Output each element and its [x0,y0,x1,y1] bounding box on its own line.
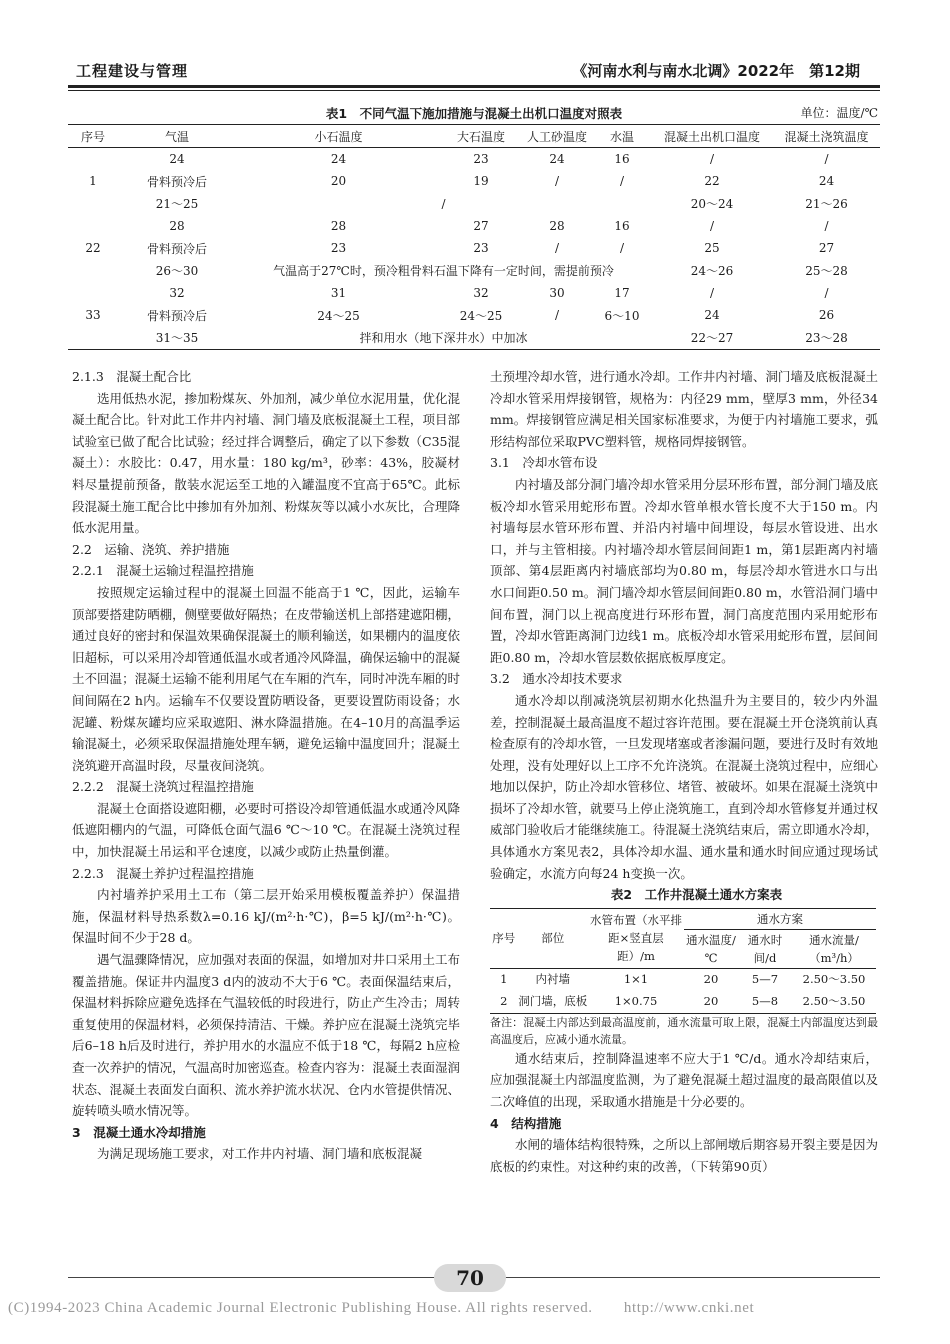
table-cell: 25～28 [805,264,848,279]
paragraph: 水闸的墙体结构很特殊，之所以上部闸墩后期容易开裂主要是因为底板的约束性。对这种约束的改善，（下转第90页） [490,1137,878,1174]
right-column [490,366,878,1177]
table-cell: / [554,174,560,189]
table-row [68,148,880,171]
table-cell: 27 [818,241,835,256]
table-cell: 32 [473,285,489,300]
table-cell: 24～25 [459,308,503,323]
table2 [490,908,876,1014]
table2-header-cell: 部位 [541,931,565,946]
table2-header-cell: 通水流量/（m³/h） [809,932,859,965]
section-heading-3-1: 3.1 冷却水管布设 [490,455,598,471]
section-heading-2-2: 2.2 运输、浇筑、养护措施 [72,541,230,557]
table-row [68,282,880,304]
table-cell: 24 [330,152,347,167]
table-cell: 28 [549,219,565,234]
paragraph: 通水冷却以削减浇筑层初期水化热温升为主要目的，较少内外温差，控制混凝土最高温度不超过容许范围。要在混凝土开仓浇筑前认真检查原有的冷却水管，一旦发现堵塞或者渗漏问题，要进行及时有效地处理，没有处理好以上工序不允许浇筑。在混凝土浇筑过程中，应细心地加以保护，防止冷却水管移位、堵管、被破坏。如果在混凝土浇筑中损坏了冷却水管，就要马上停止浇筑施工，直到冷却水管修复并通过权威部门验收后才能继续施工。待混凝土浇筑结束后，需立即通水冷却，具体通水方案见表2，具体冷却水温、通水量和通水时间应通过现场试验确定，水流方向每24 h变换一次。 [490,692,878,881]
table-row [68,170,880,192]
paragraph: 内衬墙及部分洞门墙冷却水管采用分层环形布置，部分洞门墙及底板冷却水管采用蛇形布置。冷却水管单根水管长度不大于150 m。内衬墙每层水管环形布置、并沿内衬墙中间埋设，每层水管设进、出水口，并与主管相接。内衬墙冷却水管层间间距1 m，第1层距离内衬墙顶部、第4层距离内衬墙底部均为0.80 m，每层冷却水管进水口与出水口间距0.50 m。洞门墙冷却水管层间间距0.80 m，水管沿洞门墙中间布置，洞门以上视高度进行环形布置，洞门高度范围内采用蛇形布置，冷却水管距离洞门边线1 m。底板冷却水管采用蛇形布置，层间间距0.80 m，冷却水管层数依据底板厚度定。 [490,476,878,665]
table-cell: / [709,152,715,167]
table-cell: 28 [169,219,185,234]
table-cell: 21～26 [805,197,848,212]
paragraph: 内衬墙养护采用土工布（第二层开始采用模板覆盖养护）保温措施，保温材料导热系数λ=0.16 kJ/(m²·h·℃)，β=5 kJ/(m²·h·℃)。保温时间不少于28 d。 [72,887,460,946]
table-cell: / [619,241,625,256]
table-cell: 23 [473,152,489,167]
table-cell: 21～25 [155,197,199,212]
copyright-footer: (C)1994-2023 China Academic Journal Electronic Publishing House. All rights reserved. http://www.cnki.net [8,1300,755,1316]
table-row [490,991,876,1014]
page-number: 70 [434,1264,506,1292]
paragraph: 选用低热水泥，掺加粉煤灰、外加剂，减少单位水泥用量，优化混凝土配合比。针对此工作井内衬墙、洞门墙及底板混凝土工程，项目部试验室已做了配合比试验；经过拌合调整后，确定了以下参数（C35混凝土）：水胶比：0.47，用水量：180 kg/m³，砂率：43%，胶凝材料尽量提前预备，散装水泥运至工地的入罐温度不宜高于65℃。此标段混凝土施工配合比中掺加有外加剂、粉煤灰等以减小水灰比，合理降低水泥用量。 [72,390,460,536]
table-cell: 26 [818,308,835,323]
table-cell: 2.50～3.50 [802,972,866,987]
table1-header-cell: 气温 [164,129,189,144]
table-cell: / [824,219,829,234]
table-cell-merged: 拌和用水（地下深井水）中加冰 [359,331,528,346]
table-cell: 23～28 [805,331,848,346]
table-cell: / [824,152,829,167]
table-cell: 32 [169,285,185,300]
paragraph: 混凝土仓面搭设遮阳棚，必要时可搭设冷却管通低温水或通冷风降低遮阳棚内的气温，可降低仓面气温6 ℃～10 ℃。在混凝土浇筑过程中，加快混凝土吊运和平仓速度，以减少或防止热量倒灌。 [72,800,460,860]
table2-header-cell: 通水方案 [684,908,876,929]
table-cell: 5—8 [751,994,779,1009]
paragraph: 按照规定运输过程中的混凝土回温不能高于1 ℃，因此，运输车顶部要搭建防晒棚，侧壁要做好隔热；在皮带输送机上部搭建遮阳棚，通过良好的密封和保温效果确保混凝土的顺利输送，如果棚内的温度依旧超标，可以采用冷却管通低温水或者通冷风降温，确保运输中的混凝土不回温；混凝土运输不能利用尾气在车厢的汽车，同时冲洗车厢的时间间隔在2 h内。运输车不仅要设置防晒设备，更要设置防雨设备；水泥罐、粉煤灰罐均应采取遮阳、淋水降温措施。在4–10月的高温季运输混凝土，必须采取保温措施处理车辆，避免运输中温度回升；混凝土浇筑避开高温时段，尽量夜间浇筑。 [72,584,460,773]
table-cell-no: 22 [85,241,101,256]
table-cell: 26～30 [155,264,199,279]
table2-header-cell: 通水时间/d [747,932,783,965]
table-cell: 24 [549,152,565,167]
table-row [68,215,880,237]
table-cell: 2 [500,994,508,1009]
section-heading-2-2-2: 2.2.2 混凝土浇筑过程温控措施 [72,779,254,795]
table-cell: / [709,219,715,234]
table-cell-merged: / [441,196,446,211]
table-cell: 23 [473,241,489,256]
table-cell: 洞门墙，底板 [518,994,588,1009]
table-cell: 6～10 [604,308,640,323]
table-cell: 20 [703,994,719,1009]
section-heading-3: 3 混凝土通水冷却措施 [72,1124,206,1140]
header-rule-thin [68,90,880,91]
table-cell: 20 [703,972,719,987]
table-cell: 1×0.75 [614,994,658,1009]
table-cell: 22～27 [690,331,734,346]
section-heading-2-1-3: 2.1.3 混凝土配合比 [72,369,192,384]
table-cell: / [554,308,560,323]
table2-header-cell: 序号 [492,931,516,946]
left-column [72,366,460,1165]
table-cell: 24～25 [317,308,360,323]
table-cell-merged: 气温高于27℃时，预冷粗骨料石温下降有一定时间，需提前预冷 [273,264,614,279]
table-cell: 20 [330,174,347,189]
table1-header-cell: 小石温度 [314,129,363,144]
header-rule [68,85,880,88]
table-cell: / [824,285,829,300]
table-cell: 16 [614,152,630,167]
table-cell: / [554,241,560,256]
table-row [490,968,876,991]
paragraph: 为满足现场施工要求，对工作井内衬墙、洞门墙和底板混凝 [97,1146,423,1162]
table1-header-cell: 大石温度 [456,129,505,144]
table-cell: 骨料预冷后 [146,308,207,323]
table-cell: / [709,285,715,300]
table-cell: 1 [500,972,508,987]
table-cell: 17 [614,285,630,300]
table-cell: / [619,174,625,189]
table2-header-cell: 通水温度/℃ [686,932,736,965]
table1-title: 表1 不同气温下施加措施与混凝土出机口温度对照表 [325,106,623,121]
table-cell: 24 [818,174,835,189]
table-cell: 24～26 [690,264,734,279]
table2-note: 备注：混凝土内部达到最高温度前，通水流量可取上限，混凝土内部温度达到最高温度后，应减小通水流量。 [490,1015,878,1046]
journal-issue-title: 《河南水利与南水北调》2022年 第12期 [572,62,860,80]
table-cell: 22 [704,174,720,189]
table-row [68,259,880,281]
section-heading-2-2-1: 2.2.1 混凝土运输过程温控措施 [72,563,254,579]
journal-section-title: 工程建设与管理 [76,62,189,80]
table-cell: 内衬墙 [535,972,571,987]
table-cell: 16 [614,219,630,234]
table-row [68,326,880,349]
table-cell: 31 [330,285,347,300]
table-cell: 24 [169,152,185,167]
table-cell: 5—7 [751,972,779,987]
table2-header-cell: 水管布置（水平排距×竖直层距）/m [590,913,682,964]
table1-header-cell: 混凝土浇筑温度 [784,129,869,144]
paragraph: 土预埋冷却水管，进行通水冷却。工作井内衬墙、洞门墙及底板混凝土冷却水管采用焊接钢管，规格为：内径29 mm，壁厚3 mm，外径34 mm。焊接钢管应满足相关国家标准要求，为便于内衬墙施工要求，弧形结构部位采取PVC塑料管，规格同焊接钢管。 [490,369,878,449]
table-cell: 30 [549,285,565,300]
table1-header-cell: 人工砂温度 [526,129,587,144]
table-cell-no: 33 [85,308,101,323]
table-cell: 25 [704,241,720,256]
table1 [68,124,880,350]
paragraph: 遇气温骤降情况，应加强对表面的保温，如增加对井口采用土工布覆盖措施。保证井内温度3 d内的波动不大于6 ℃。表面保温结束后，保温材料拆除应避免选择在气温较低的时段进行，防止产生冷击；周转重复使用的保温材料，必须保持清洁、干燥。养护应在混凝土浇筑完毕后6–18 h后及时进行，养护用水的水温应不低于18 ℃，每隔2 h应检查一次养护的情况，气温高时加密巡查。检查内容为：混凝土表面湿润状态、混凝土表面发白面积、流水养护流水状况、仓内水管提供情况、旋转喷头喷水情况等。 [72,952,460,1119]
table1-unit: 单位：温度/℃ [800,106,878,120]
table-cell: 19 [473,174,489,189]
table-cell: 23 [330,241,347,256]
table-row [68,193,880,215]
table-cell: 31～35 [155,331,199,346]
table-cell: 24 [704,308,720,323]
table2-title: 表2 工作井混凝土通水方案表 [610,887,783,903]
table-cell: 2.50～3.50 [802,994,866,1009]
table1-header-cell: 序号 [80,129,105,144]
table1-header-row [68,125,880,148]
table-cell: 骨料预冷后 [146,174,207,189]
section-heading-4: 4 结构措施 [490,1115,562,1131]
table-cell: 骨料预冷后 [146,241,207,256]
section-heading-3-2: 3.2 通水冷却技术要求 [490,671,623,687]
table1-header-cell: 混凝土出机口温度 [663,129,760,144]
table1-header-cell: 水温 [609,129,634,144]
paragraph: 通水结束后，控制降温速率不应大于1 ℃/d。通水冷却结束后，应加强混凝土内部温度监测，为了避免混凝土超过温度的最高限值以及二次峰值的出现，采取通水措施是十分必要的。 [490,1050,878,1110]
table-cell: 27 [473,219,489,234]
table-cell-no: 1 [89,174,97,189]
table-cell: 1×1 [623,972,649,987]
table-row [68,237,880,259]
table-cell: 20～24 [690,197,734,212]
table-cell: 28 [330,219,347,234]
table-row [68,304,880,326]
section-heading-2-2-3: 2.2.3 混凝土养护过程温控措施 [72,865,254,881]
